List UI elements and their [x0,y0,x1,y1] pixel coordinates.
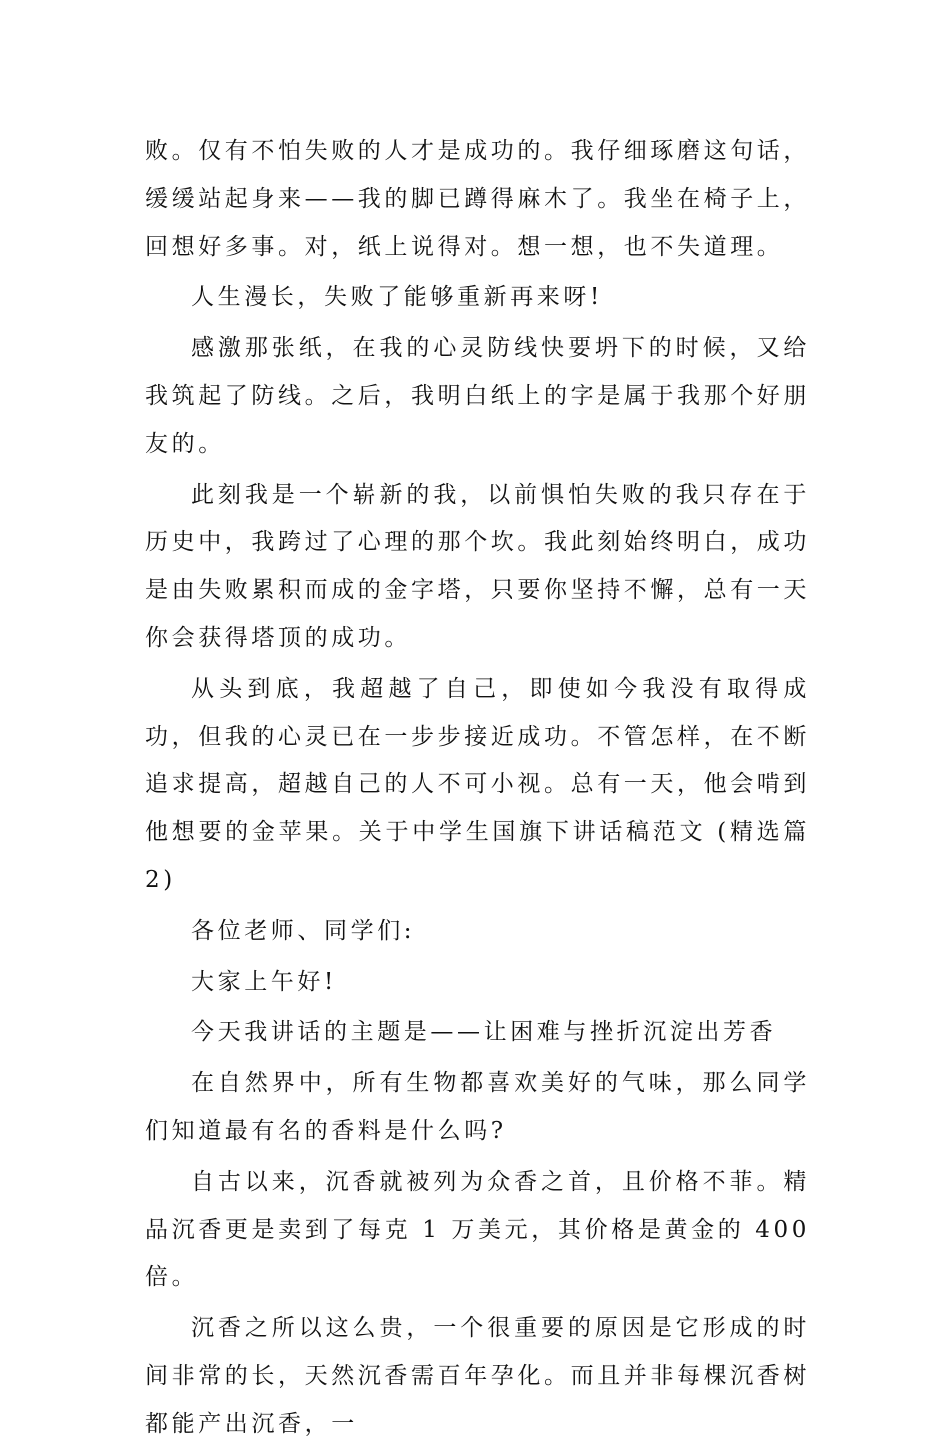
document-body [145,128,810,1449]
paragraph-2: 人生漫长，失败了能够重新再来呀! [191,284,603,311]
paragraph-1: 败。仅有不怕失败的人才是成功的。我仔细琢磨这句话，缓缓站起身来——我的脚已蹲得麻木了。我坐在椅子上，回想好多事。对，纸上说得对。想一想，也不失道理。 [145,138,810,260]
paragraph-5: 从头到底，我超越了自己，即使如今我没有取得成功，但我的心灵已在一步步接近成功。不管怎样，在不断追求提高，超越自己的人不可小视。总有一天，他会啃到他想要的金苹果。关于中学生国旗下讲话稿范文 (精选篇 2) [145,675,810,893]
paragraph-10: 自古以来，沉香就被列为众香之首，且价格不菲。精品沉香更是卖到了每克 1 万美元，其价格是黄金的 400 倍。 [145,1168,810,1291]
paragraph-9: 在自然界中，所有生物都喜欢美好的气味，那么同学们知道最有名的香料是什么吗? [145,1070,810,1144]
paragraph-7: 大家上午好! [191,968,337,995]
paragraph-8: 今天我讲话的主题是——让困难与挫折沉淀出芳香 [191,1019,777,1046]
paragraph-3: 感激那张纸，在我的心灵防线快要坍下的时候，又给我筑起了防线。之后，我明白纸上的字是属于我那个好朋友的。 [145,335,810,457]
paragraph-4: 此刻我是一个崭新的我，以前惧怕失败的我只存在于历史中，我跨过了心理的那个坎。我此刻始终明白，成功是由失败累积而成的金字塔，只要你坚持不懈，总有一天你会获得塔顶的成功。 [145,481,810,651]
paragraph-6: 各位老师、同学们: [191,917,416,944]
paragraph-11: 沉香之所以这么贵，一个很重要的原因是它形成的时间非常的长，天然沉香需百年孕化。而且并非每棵沉香树都能产出沉香，一 [145,1315,810,1437]
